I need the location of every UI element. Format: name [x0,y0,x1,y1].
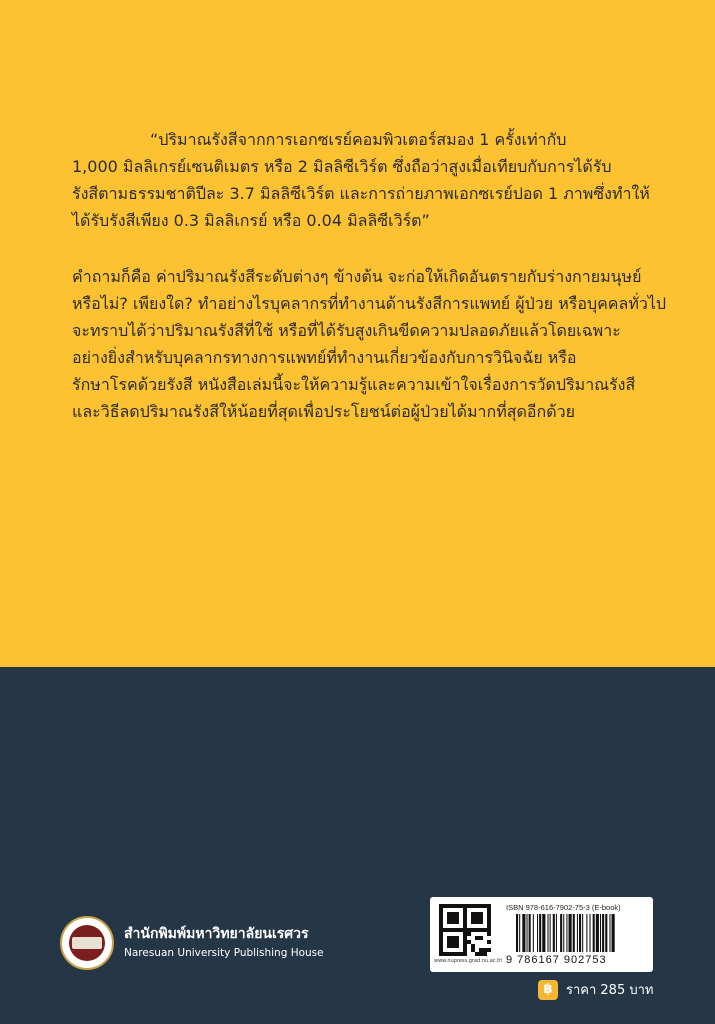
barcode-bar [537,914,538,952]
barcode-bar [600,914,601,952]
barcode-bar [586,914,587,952]
barcode-bar [577,914,578,952]
baht-icon: ฿ [538,980,558,1000]
description-line: จะทราบได้ว่าปริมาณรังสีที่ใช้ หรือที่ได้รับสูงเกินขีดความปลอดภัยแล้วโดยเฉพาะ [72,321,621,340]
description-line: และวิธีลดปริมาณรังสีให้น้อยที่สุดเพื่อประโยชน์ต่อผู้ป่วยได้มากที่สุดอีกด้วย [72,402,575,421]
publisher-block [60,916,324,970]
barcode-bar [605,914,607,952]
barcode-bar [590,914,591,952]
barcode-bar [609,914,610,952]
barcode-icon [516,914,644,952]
barcode-bar [542,914,545,952]
quote-line: รังสีตามธรรมชาติปีละ 3.7 มิลลิซีเวิร์ต และการถ่ายภาพเอกซเรย์ปอด 1 ภาพซึ่งทำให้ [72,184,650,203]
barcode-bar [566,914,567,952]
publisher-name-thai: สำนักพิมพ์มหาวิทยาลัยนเรศวร [124,926,309,942]
quote-block [72,126,650,234]
description-line: รักษาโรคด้วยรังสี หนังสือเล่มนี้จะให้ความรู้และความเข้าใจเรื่องการวัดปริมาณรังสี [72,375,636,394]
price-tag [538,979,653,1000]
barcode-bar [529,914,531,952]
publisher-name-english: Naresuan University Publishing House [124,947,324,959]
barcode-bar [519,914,520,952]
barcode-bar [548,914,549,952]
barcode-bar [573,914,575,952]
barcode-bar [527,914,528,952]
qr-url: www.nupress.grad.nu.ac.th [434,958,503,964]
description-line: หรือไม่? เพียงใด? ทำอย่างไรบุคลากรที่ทำงานด้านรังสีการแพทย์ ผู้ป่วย หรือบุคคลทั่วไป [72,294,667,313]
description-line: คำถามก็คือ ค่าปริมาณรังสีระดับต่างๆ ข้างต้น จะก่อให้เกิดอันตรายกับร่างกายมนุษย์ [72,267,642,286]
barcode-number: 9 786167 902753 [506,954,607,966]
quote-line: ได้รับรังสีเพียง 0.3 มิลลิเกรย์ หรือ 0.04 มิลลิซีเวิร์ต” [72,211,430,230]
publisher-logo [60,916,114,970]
price-text: ราคา 285 บาท [566,983,654,998]
barcode-bar [602,914,604,952]
isbn-label: ISBN 978-616-7902-75-3 (E-book) [506,903,621,912]
description-line: อย่างยิ่งสำหรับบุคลากรทางการแพทย์ที่ทำงานเกี่ยวข้องกับการวินิจฉัย หรือ [72,348,577,367]
barcode-bar [596,914,599,952]
barcode-bar [550,914,551,952]
barcode-bar [553,914,555,952]
barcode-bar [569,914,572,952]
barcode-bar [563,914,564,952]
barcode-bar [579,914,581,952]
quote-line: 1,000 มิลลิเกรย์เซนติเมตร หรือ 2 มิลลิซีเวิร์ต ซึ่งถือว่าสูงเมื่อเทียบกับการได้รับ [72,157,612,176]
barcode-bar [593,914,595,952]
barcode-bar [516,914,518,952]
isbn-box [430,897,653,972]
publisher-names [124,925,324,961]
barcode-bar [533,914,534,952]
barcode-bar [539,914,541,952]
barcode-bar [556,914,557,952]
logo-band [72,937,102,949]
description-block [72,263,667,425]
quote-line: “ปริมาณรังสีจากการเอกซเรย์คอมพิวเตอร์สมอง 1 ครั้งเท่ากับ [150,130,567,149]
qr-code-icon[interactable] [439,904,491,956]
barcode-bar [560,914,562,952]
barcode-bar [582,914,583,952]
barcode-bar [522,914,525,952]
barcode-bar [612,914,615,952]
